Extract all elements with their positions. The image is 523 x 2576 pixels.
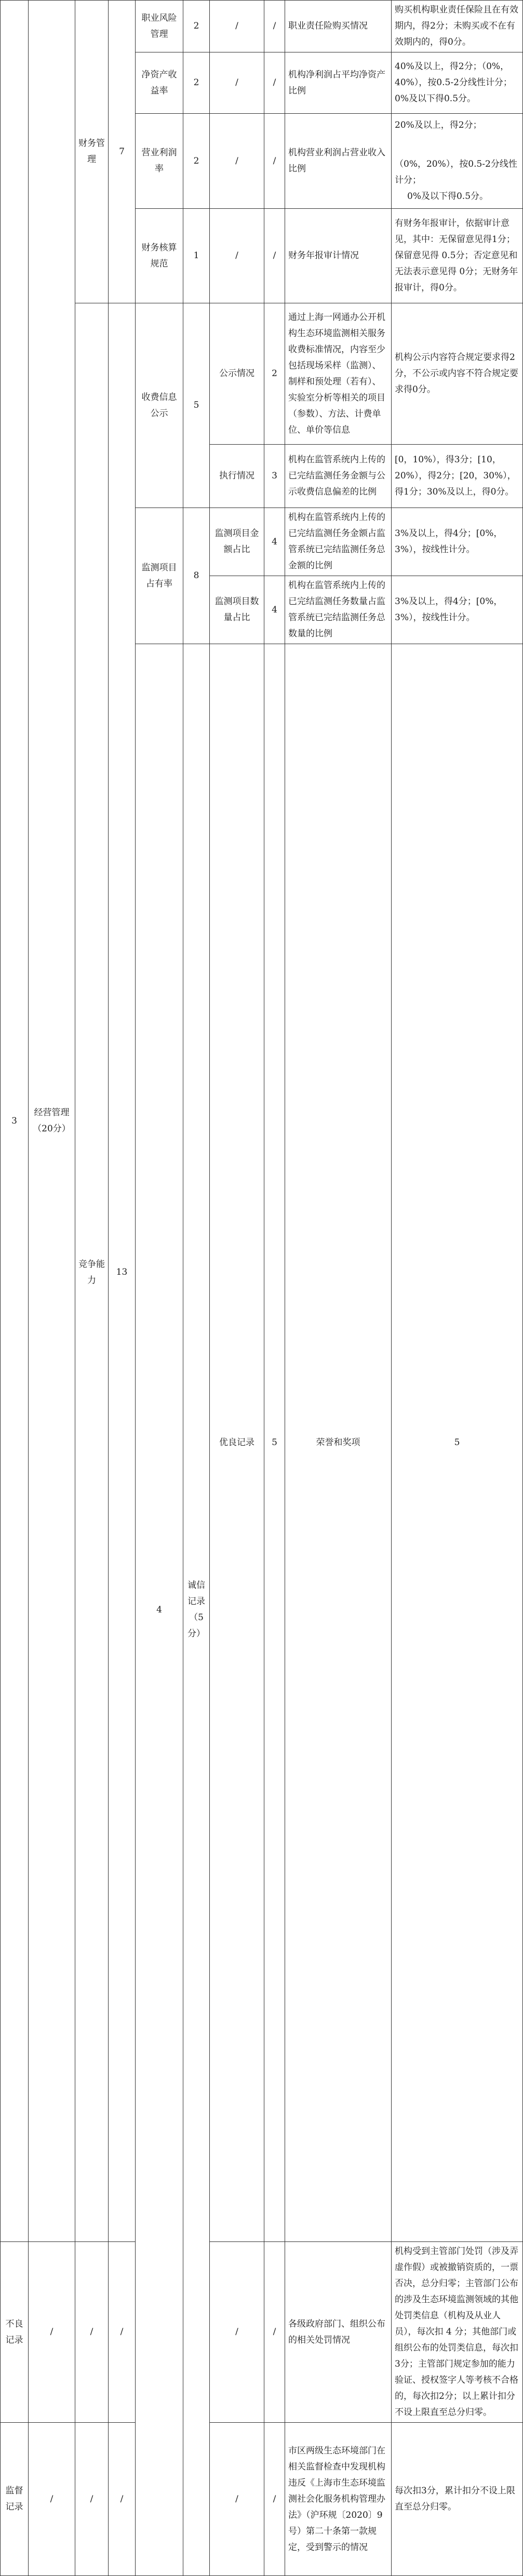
item-content: 机构净利润占平均净资产比例	[285, 52, 392, 114]
scoring-rule	[392, 114, 523, 209]
group-score: 7	[109, 1, 136, 303]
scoring-rule: [0，10%），得3分；[10，20%），得2分；[20，30%），得1分；30%及以上，得0分。	[392, 445, 523, 508]
item-score: 5	[392, 644, 523, 2242]
scoring-rule: 3%及以上，得4分；[0%，3%），按线性计分。	[392, 576, 523, 644]
item-score: 8	[183, 508, 210, 644]
group-name: 不良记录	[1, 2242, 29, 2423]
group-name: 竞争能力	[75, 303, 109, 2242]
sub-score: 3	[264, 445, 285, 508]
section-name: 经营管理（20分）	[29, 1, 75, 2242]
item-score: /	[109, 2423, 136, 2576]
item-name: /	[75, 2423, 109, 2576]
sub-item: 公示情况	[210, 303, 264, 445]
sub-item: /	[210, 2242, 264, 2423]
group-score: /	[29, 2423, 75, 2576]
item-content: 机构在监管系统内上传的已完结监测任务金额与公示收费信息偏差的比例	[285, 445, 392, 508]
item-content: 机构营业利润占营业收入比例	[285, 114, 392, 209]
group-score: /	[29, 2242, 75, 2423]
sub-score: /	[264, 114, 285, 209]
scoring-rule: 机构公示内容符合规定要求得2分，不公示或内容不符合规定要求得0分。	[392, 303, 523, 445]
item-content: 机构在监管系统内上传的已完结监测任务数量占监管系统已完结监测任务总数量的比例	[285, 576, 392, 644]
item-content: 财务年报审计情况	[285, 209, 392, 303]
item-name: 职业风险管理	[136, 1, 183, 52]
item-name: /	[75, 2242, 109, 2423]
item-score: 2	[183, 114, 210, 209]
scoring-rule: 每次扣3分，累计扣分不设上限直至总分归零。	[392, 2423, 523, 2576]
item-name: 监测项目占有率	[136, 508, 183, 644]
item-score: 2	[183, 1, 210, 52]
rule-line: 0%及以下得0.5分。	[407, 191, 489, 202]
item-score: /	[109, 2242, 136, 2423]
section-number: 4	[136, 644, 183, 2576]
sub-item: /	[210, 2423, 264, 2576]
sub-score: 4	[264, 576, 285, 644]
scoring-rule: 机构受到主管部门处罚（涉及弄虚作假）或被撤销资质的，一票否决，总分归零；主管部门公布的涉及生态环境监测领域的其他处罚类信息（机构及从业人员），每次扣 4 分；其他部门或组织公布的处罚类信息，每次扣3分；主管部门规定参加的能力验证、授权签字人等考核不合格的，每次扣2分；以上累计扣分不设上限直至总分归零。	[392, 2242, 523, 2423]
scoring-rule: 40%及以上，得2分；（0%，40%），按0.5-2分线性计分；0%及以下得0.5分。	[392, 52, 523, 114]
sub-score: /	[264, 209, 285, 303]
group-name: 监督记录	[1, 2423, 29, 2576]
sub-item: 执行情况	[210, 445, 264, 508]
table-row	[1, 2423, 523, 2576]
sub-item: /	[210, 209, 264, 303]
item-name: 净资产收益率	[136, 52, 183, 114]
scoring-rule: 购买机构职业责任保险且在有效期内，得2分；未购买或不在有效期内的，得0分。	[392, 1, 523, 52]
rule-line: （0%，20%），按0.5-2分线性计分；	[395, 159, 517, 185]
sub-score: /	[264, 2242, 285, 2423]
table-row	[1, 1, 523, 52]
sub-item: /	[210, 1, 264, 52]
item-content: 通过上海一网通办公开机构生态环境监测相关服务收费标准情况，内容至少包括现场采样（监测）、制样和预处理（若有）、实验室分析等相关的项目（参数）、方法、计费单位、单价等信息	[285, 303, 392, 445]
item-score: 1	[183, 209, 210, 303]
item-name: 收费信息公示	[136, 303, 183, 508]
group-score: 13	[109, 303, 136, 2242]
item-name: 财务核算规范	[136, 209, 183, 303]
section-name: 诚信记录（5分）	[183, 644, 210, 2576]
sub-score: /	[264, 1, 285, 52]
group-score: 5	[264, 644, 285, 2242]
sub-item: 监测项目金额占比	[210, 508, 264, 576]
item-content: 各级政府部门、组织公布的相关处罚情况	[285, 2242, 392, 2423]
sub-item: /	[210, 114, 264, 209]
rule-line: 20%及以上，得2分；	[395, 120, 482, 130]
item-score: 5	[183, 303, 210, 508]
sub-score: 4	[264, 508, 285, 576]
sub-score: 2	[264, 303, 285, 445]
table-row	[1, 2242, 523, 2423]
section-number: 3	[1, 1, 29, 2242]
sub-item: /	[210, 52, 264, 114]
item-content: 机构在监管系统内上传的已完结监测任务金额占监管系统已完结监测任务总金额的比例	[285, 508, 392, 576]
group-name: 优良记录	[210, 644, 264, 2242]
item-name: 荣誉和奖项	[285, 644, 392, 2242]
item-score: 2	[183, 52, 210, 114]
scoring-rule: 有财务年报审计，依据审计意见，其中：无保留意见得1分；保留意见得 0.5分；否定意见和无法表示意见得 0分；无财务年报审计，得0分。	[392, 209, 523, 303]
item-content: 职业责任险购买情况	[285, 1, 392, 52]
item-name: 营业利润率	[136, 114, 183, 209]
sub-score: /	[264, 52, 285, 114]
item-content: 市区两级生态环境部门在相关监督检查中发现机构违反《上海市生态环境监测社会化服务机构管理办法》（沪环规〔2020〕9 号）第二十条第一款规定，受到警示的情况	[285, 2423, 392, 2576]
scoring-rule: 3%及以上，得4分；[0%，3%），按线性计分。	[392, 508, 523, 576]
group-name: 财务管理	[75, 1, 109, 303]
sub-item: 监测项目数量占比	[210, 576, 264, 644]
table-row	[1, 303, 523, 445]
sub-score: /	[264, 2423, 285, 2576]
